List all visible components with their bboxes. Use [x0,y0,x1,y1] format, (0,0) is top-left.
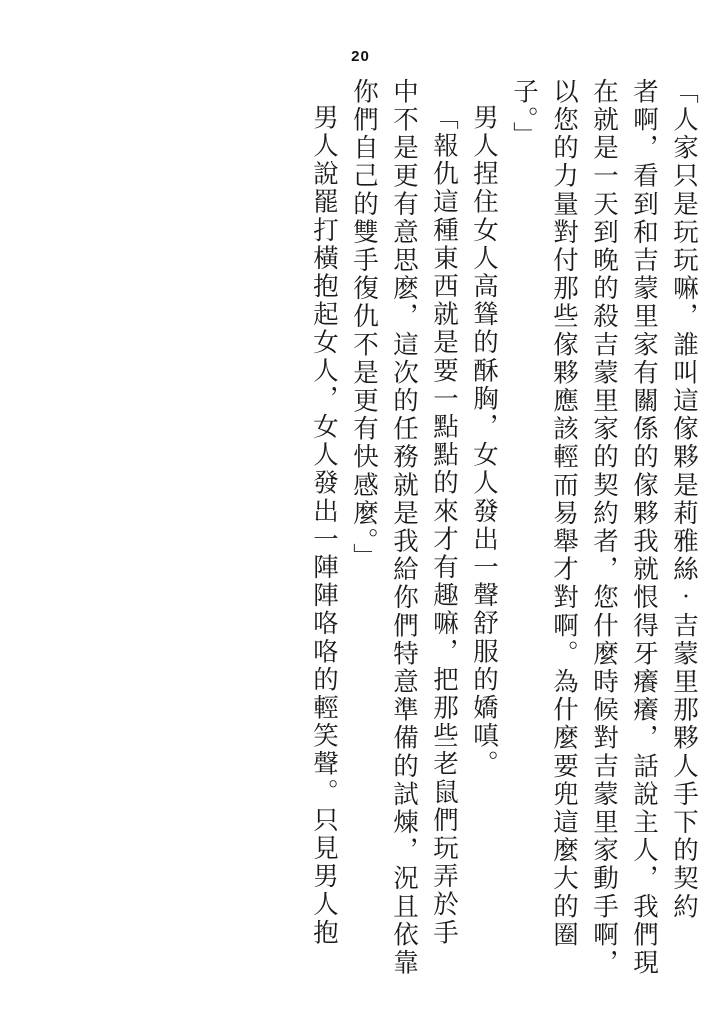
text-column: 你們自己的雙手復仇不是更有快感麼。」 [350,78,379,572]
text-column: 中不是更有意思麽，這次的任務就是我給你們特意準備的試煉，況且依靠 [390,78,419,978]
text-column: 男人說罷打橫抱起女人，女人發出一陣陣咯咯的輕笑聲。只見男人抱 [310,104,339,947]
vertical-text-body [24,78,697,986]
text-column: 男人捏住女人高聳的酥胸，女人發出一聲舒服的嬌嗔。 [470,104,499,779]
text-column: 子。」 [510,78,539,150]
text-column: 在就是一天到晚的殺吉蒙里家的契約者，您什麼時候對吉蒙里家動手啊， [590,78,619,978]
page-number: 20 [351,48,370,65]
text-column: 以您的力量對付那些傢夥應該輕而易舉才對啊。為什麼要兜這麼大的圈 [550,78,579,950]
text-column: 者啊，看到和吉蒙里家有關係的傢夥我就恨得牙癢癢，話說主人，我們現 [630,78,659,978]
text-column: 「人家只是玩玩嘛，誰叫這傢夥是莉雅絲‧吉蒙里那夥人手下的契約 [670,78,699,921]
text-column: 「報仇這種東西就是要一點點的來才有趣嘛，把那些老鼠們玩弄於手 [430,104,459,947]
